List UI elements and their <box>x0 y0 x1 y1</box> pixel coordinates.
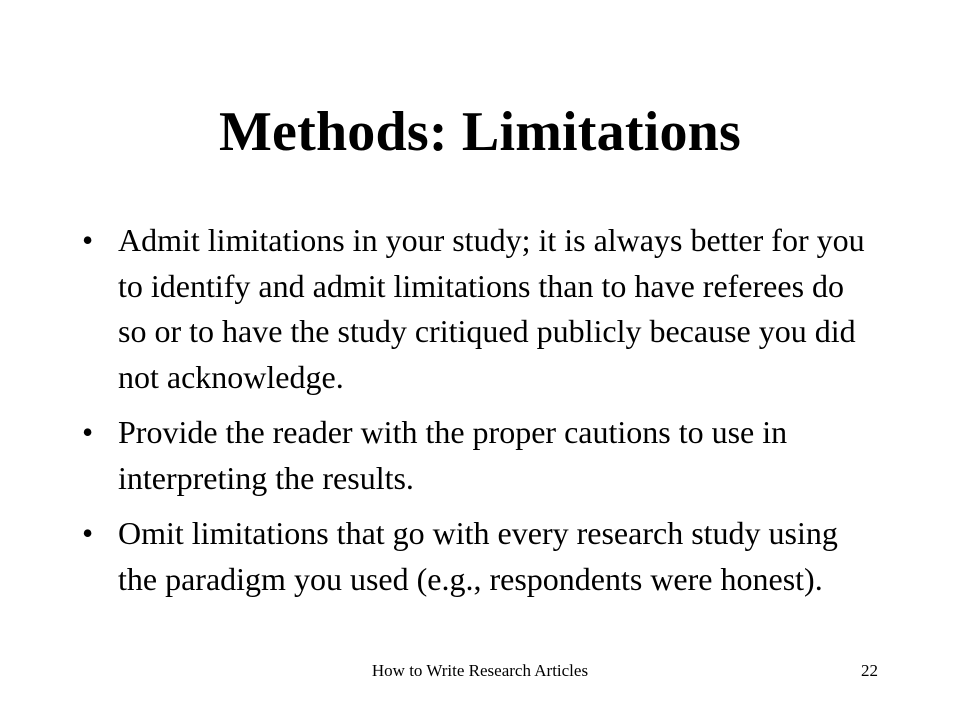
bullet-text: Admit limitations in your study; it is always better for you to identify and admit limitations than to have referees do so or to have the study critiqued publicly because you did not acknowledge. <box>118 222 865 395</box>
bullet-icon: • <box>82 515 94 551</box>
bullet-item <box>80 410 880 501</box>
footer-title: How to Write Research Articles <box>371 661 589 680</box>
bullet-item <box>80 218 880 400</box>
slide-title: Methods: Limitations <box>219 101 741 163</box>
bullet-item <box>80 511 880 602</box>
bullet-text: Provide the reader with the proper cautions to use in interpreting the results. <box>118 414 788 496</box>
bullet-list <box>80 218 880 612</box>
bullet-icon: • <box>82 414 94 450</box>
page-number: 22 <box>861 661 878 680</box>
bullet-text: Omit limitations that go with every research study using the paradigm you used (e.g., respondents were honest). <box>118 515 838 597</box>
bullet-icon: • <box>82 222 94 258</box>
